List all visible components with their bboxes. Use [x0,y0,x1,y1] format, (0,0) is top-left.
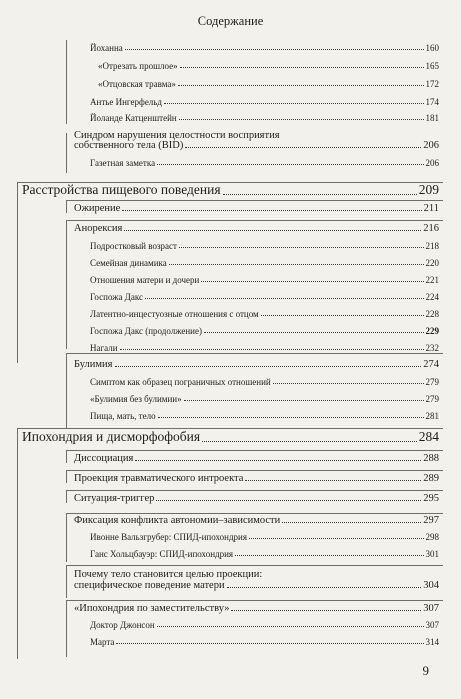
entry-page: 279 [425,377,439,387]
toc-entry[interactable] [90,158,439,168]
leader-dots [115,365,422,367]
entry-page: 220 [425,258,439,268]
entry-page: 211 [423,203,439,214]
entry-title: Подростковый возраст [90,241,177,251]
leader-dots [156,499,421,501]
entry-page: 301 [425,549,439,559]
toc-entry[interactable] [90,532,439,542]
toc-entry[interactable] [90,343,439,353]
chapter-title: Ипохондрия и дисморфофобия [22,429,201,444]
toc-entry[interactable] [90,113,439,123]
leader-dots [282,521,421,523]
entry-page: 297 [423,515,439,526]
entry-page: 216 [423,223,439,234]
entry-title: Доктор Джонсон [90,620,155,630]
toc-entry[interactable] [90,394,439,404]
entry-page: 206 [423,140,439,151]
entry-page: 288 [423,453,439,464]
bracket-line [66,133,69,173]
entry-page: 218 [425,241,439,251]
leader-dots [204,331,424,333]
toc-entry[interactable] [90,549,439,559]
toc-entry[interactable] [74,140,439,151]
entry-page: 174 [425,97,439,107]
leader-dots [169,263,424,265]
leader-dots [158,416,424,418]
entry-title: Симптом как образец пограничных отношений [90,377,271,387]
entry-title: Ганс Хольцбауэр: СПИД-ипохондрия [90,549,234,559]
entry-title: Булимия [74,359,113,370]
toc-entry[interactable] [90,637,439,647]
entry-title: Отношения матери и дочери [90,275,200,285]
toc-entry[interactable] [74,223,439,234]
toc-entry[interactable] [90,43,439,53]
entry-title: собственного тела (BID) [74,140,184,151]
entry-page: 307 [425,620,439,630]
leader-dots [180,66,424,68]
toc-entry[interactable] [90,241,439,251]
entry-title: Латентно-инцестуозные отношения с отцом [90,309,259,319]
leader-dots [261,314,424,316]
entry-title: Ивонне Вальзгрубер: СПИД-ипохондрия [90,532,248,542]
toc-entry[interactable] [90,377,439,387]
entry-title: Нагали [90,343,118,353]
entry-title: Ожирение [74,203,121,214]
leader-dots [120,348,424,350]
chapter-page: 209 [418,182,439,197]
toc-entry[interactable] [90,275,439,285]
entry-title: Госпожа Дакс (продолжение) [90,326,202,336]
leader-dots [124,229,421,231]
toc-entry-title-line[interactable]: Синдром нарушения целостности восприятия [74,130,280,141]
leader-dots [157,625,424,627]
entry-page: 279 [425,394,439,404]
toc-entry[interactable] [90,292,439,302]
toc-entry[interactable] [74,473,439,484]
leader-dots [245,479,421,481]
entry-page: 281 [425,411,439,421]
entry-page: 298 [425,532,439,542]
running-header: Содержание [197,14,264,28]
entry-page: 165 [425,61,439,71]
entry-title: «Ипохондрия по заместительству» [74,603,230,614]
leader-dots [185,146,421,148]
entry-title: Антье Ингерфельд [90,97,162,107]
toc-entry[interactable] [90,97,439,107]
leader-dots [135,459,421,461]
entry-title: Госпожа Дакс [90,292,143,302]
bracket-line [66,40,69,124]
leader-dots [249,537,423,539]
leader-dots [116,642,423,644]
entry-page: 221 [425,275,439,285]
leader-dots [157,163,423,165]
toc-entry[interactable] [74,603,439,614]
leader-dots [201,280,423,282]
toc-chapter[interactable] [22,182,439,198]
toc-entry-title-line[interactable]: Почему тело становится целью проекции: [74,569,263,580]
entry-title: Марта [90,637,115,647]
toc-entry[interactable] [74,493,439,504]
leader-dots [223,193,417,195]
leader-dots [122,209,421,211]
entry-page: 304 [423,580,439,591]
entry-page: 172 [425,79,439,89]
entry-title: Газетная заметка [90,158,156,168]
toc-entry[interactable] [90,326,439,336]
entry-title: Йоханна [90,43,123,53]
entry-page: 229 [425,326,439,336]
toc-entry[interactable] [74,453,439,464]
toc-entry[interactable] [90,411,439,421]
leader-dots [231,609,421,611]
entry-page: 314 [425,637,439,647]
leader-dots [273,382,424,384]
leader-dots [125,48,424,50]
entry-page: 181 [425,113,439,123]
toc-chapter[interactable] [22,429,439,445]
leader-dots [145,297,424,299]
entry-title: специфическое поведение матери [74,580,225,591]
leader-dots [184,399,424,401]
leader-dots [164,102,424,104]
entry-page: 228 [425,309,439,319]
entry-title: Семейная динамика [90,258,167,268]
leader-dots [179,118,424,120]
toc-entry[interactable] [98,61,439,71]
page-number: 9 [422,663,429,678]
leader-dots [179,246,424,248]
toc-entry[interactable] [90,258,439,268]
entry-title: «Отрезать прошлое» [98,61,178,71]
entry-page: 160 [425,43,439,53]
chapter-page: 284 [418,429,439,444]
entry-title: Ситуация-триггер [74,493,155,504]
entry-title: «Отцовская травма» [98,79,176,89]
toc-entry[interactable] [74,203,439,214]
entry-title: Анорексия [74,223,123,234]
leader-dots [178,84,424,86]
toc-entry[interactable] [74,515,439,526]
entry-page: 232 [425,343,439,353]
toc-entry[interactable] [74,580,439,591]
toc-entry[interactable] [90,620,439,630]
leader-dots [227,586,422,588]
toc-entry[interactable] [74,359,439,370]
entry-title: Проекция травматического интроекта [74,473,244,484]
entry-page: 307 [423,603,439,614]
entry-page: 295 [423,493,439,504]
entry-page: 289 [423,473,439,484]
leader-dots [235,554,423,556]
entry-title: Пища, мать, тело [90,411,156,421]
toc-entry[interactable] [98,79,439,89]
toc-entry[interactable] [90,309,439,319]
entry-title: Диссоциация [74,453,134,464]
entry-title: Фиксация конфликта автономии–зависимости [74,515,281,526]
leader-dots [202,440,417,442]
entry-title: Йоланде Катценштейн [90,113,177,123]
chapter-title: Расстройства пищевого поведения [22,182,221,197]
entry-page: 206 [425,158,439,168]
entry-page: 274 [423,359,439,370]
entry-title: «Булимия без булимии» [90,394,182,404]
entry-page: 224 [425,292,439,302]
